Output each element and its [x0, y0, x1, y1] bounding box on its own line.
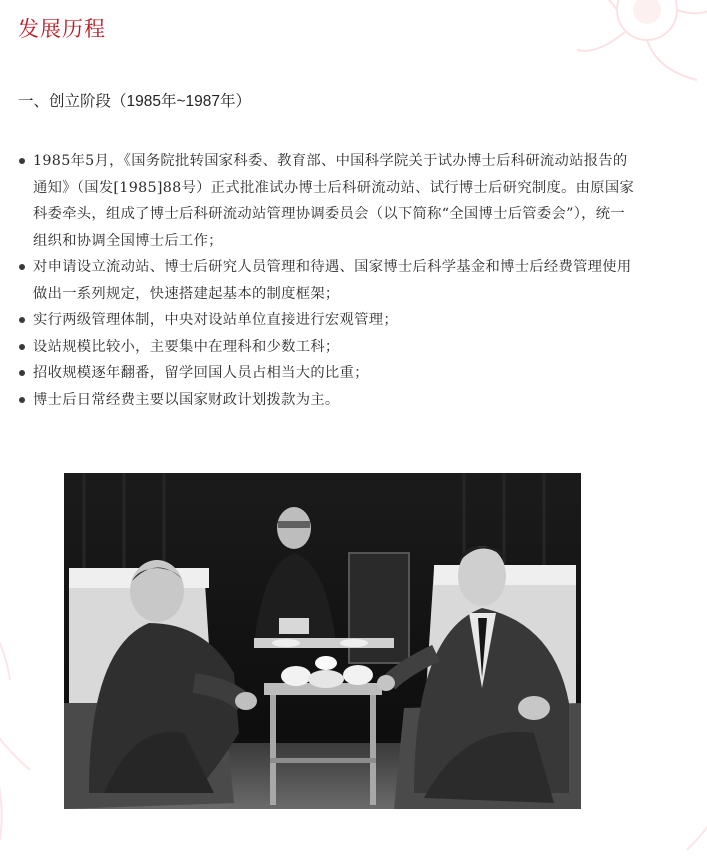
- list-item: [18, 254, 638, 307]
- list-item-text: 1985年5月，《国务院批转国家科委、教育部、中国科学院关于试办博士后科研流动站报告的通知》（国发[1985]88号）正式批准试办博士后科研流动站、试行博士后研究制度。由原国家科委牵头，组成了博士后科研流动站管理协调委员会（以下简称“全国博士后管委会”），统一组织和协调全国博士后工作；: [33, 153, 635, 249]
- photo-illustration: [64, 473, 581, 809]
- section-heading: 一、创立阶段（1985年~1987年）: [18, 93, 252, 110]
- list-item: [18, 334, 638, 361]
- bullet-dot-icon: [19, 158, 25, 164]
- bullet-list: [18, 148, 638, 413]
- decorative-flourish-top-right: [507, 0, 707, 100]
- list-item: [18, 387, 638, 414]
- bullet-dot-icon: [19, 370, 25, 376]
- historical-photo: [64, 473, 581, 809]
- bullet-dot-icon: [19, 264, 25, 270]
- list-item-text: 博士后日常经费主要以国家财政计划拨款为主。: [33, 391, 340, 408]
- list-item-text: 实行两级管理体制，中央对设站单位直接进行宏观管理；: [33, 312, 398, 328]
- page-title: 发展历程: [18, 18, 106, 41]
- list-item-text: 对申请设立流动站、博士后研究人员管理和待遇、国家博士后科学基金和博士后经费管理使用做出一系列规定，快速搭建起基本的制度框架；: [33, 259, 632, 302]
- list-item-text: 设站规模比较小，主要集中在理科和少数工科；: [33, 338, 340, 355]
- bullet-dot-icon: [19, 317, 25, 323]
- list-item-text: 招收规模逐年翻番，留学回国人员占相当大的比重；: [33, 365, 369, 381]
- list-item: [18, 307, 638, 334]
- list-item: [18, 360, 638, 387]
- bullet-dot-icon: [19, 344, 25, 350]
- list-item: [18, 148, 638, 254]
- bullet-dot-icon: [19, 397, 25, 403]
- decorative-flourish-right: [637, 560, 707, 860]
